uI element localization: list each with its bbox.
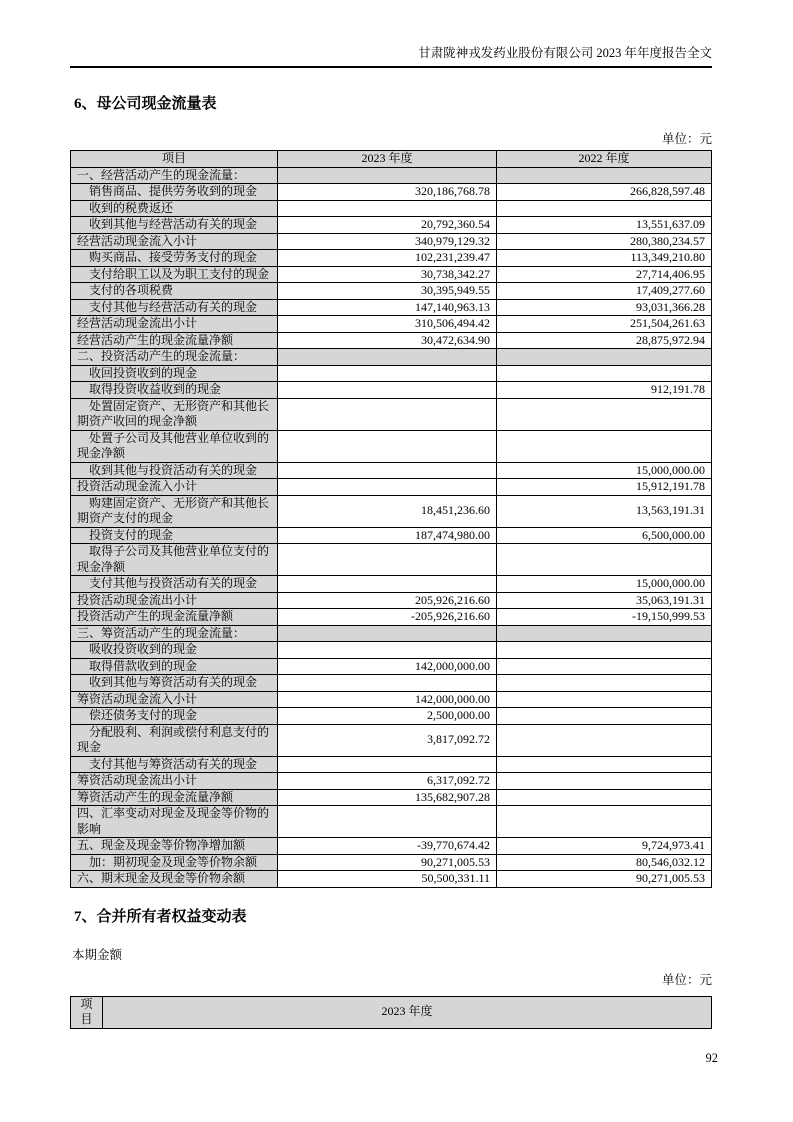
section-7-title: 7、合并所有者权益变动表	[74, 908, 247, 925]
column-header-item: 项目	[71, 151, 278, 168]
row-label: 偿还债务支付的现金	[71, 708, 278, 725]
cell-2022: 6,500,000.00	[497, 527, 712, 544]
cell-2022: 15,000,000.00	[497, 576, 712, 593]
table-row	[71, 495, 712, 527]
cell-2023: 30,472,634.90	[278, 332, 497, 349]
cell-2022	[497, 642, 712, 659]
table-row	[71, 625, 712, 642]
table-row	[71, 806, 712, 838]
cell-2022	[497, 430, 712, 462]
cell-2022	[497, 724, 712, 756]
row-label: 筹资活动现金流出小计	[71, 773, 278, 790]
cell-2022	[497, 544, 712, 576]
cell-2022	[497, 398, 712, 430]
cell-2022	[497, 625, 712, 642]
row-label: 收到其他与经营活动有关的现金	[71, 217, 278, 234]
cell-2022: 13,551,637.09	[497, 217, 712, 234]
row-label: 收回投资收到的现金	[71, 365, 278, 382]
cell-2023	[278, 544, 497, 576]
cell-2023: -39,770,674.42	[278, 838, 497, 855]
column-header-2023: 2023 年度	[103, 996, 712, 1028]
table-row	[71, 382, 712, 399]
table-header-row	[71, 151, 712, 168]
cell-2023	[278, 576, 497, 593]
table-row	[71, 724, 712, 756]
cell-2022: 912,191.78	[497, 382, 712, 399]
unit-label-2: 单位：元	[661, 972, 712, 987]
cell-2023: 142,000,000.00	[278, 691, 497, 708]
row-label: 投资支付的现金	[71, 527, 278, 544]
table-row	[71, 708, 712, 725]
cell-2023: 2,500,000.00	[278, 708, 497, 725]
cell-2022: 266,828,597.48	[497, 184, 712, 201]
cell-2023	[278, 200, 497, 217]
row-label: 经营活动产生的现金流量净额	[71, 332, 278, 349]
cell-2023	[278, 675, 497, 692]
cell-2022	[497, 658, 712, 675]
table-row	[71, 184, 712, 201]
cell-2023: 90,271,005.53	[278, 854, 497, 871]
cell-2022	[497, 349, 712, 366]
table-row	[71, 527, 712, 544]
cell-2022: 80,546,032.12	[497, 854, 712, 871]
cell-2022: 28,875,972.94	[497, 332, 712, 349]
table-row	[71, 233, 712, 250]
table-row	[71, 167, 712, 184]
row-label: 取得子公司及其他营业单位支付的现金净额	[71, 544, 278, 576]
cell-2023: 142,000,000.00	[278, 658, 497, 675]
row-label: 支付给职工以及为职工支付的现金	[71, 266, 278, 283]
cell-2022: 9,724,973.41	[497, 838, 712, 855]
table-row	[71, 398, 712, 430]
cell-2022	[497, 708, 712, 725]
cell-2023: -205,926,216.60	[278, 609, 497, 626]
row-label: 支付其他与经营活动有关的现金	[71, 299, 278, 316]
cell-2023: 310,506,494.42	[278, 316, 497, 333]
table-row	[71, 200, 712, 217]
cell-2023	[278, 806, 497, 838]
row-label: 取得投资收益收到的现金	[71, 382, 278, 399]
cell-2022	[497, 806, 712, 838]
row-label: 投资活动现金流出小计	[71, 592, 278, 609]
row-label: 经营活动现金流出小计	[71, 316, 278, 333]
cell-2023: 147,140,963.13	[278, 299, 497, 316]
cell-2022: 90,271,005.53	[497, 871, 712, 888]
cell-2023: 187,474,980.00	[278, 527, 497, 544]
row-label: 四、汇率变动对现金及现金等价物的影响	[71, 806, 278, 838]
equity-change-table	[70, 996, 712, 1029]
table-row	[71, 462, 712, 479]
cell-2023: 18,451,236.60	[278, 495, 497, 527]
cash-flow-table-body	[71, 167, 712, 887]
row-label: 吸收投资收到的现金	[71, 642, 278, 659]
cell-2023	[278, 642, 497, 659]
table-row	[71, 675, 712, 692]
table-row	[71, 871, 712, 888]
cell-2022: 27,714,406.95	[497, 266, 712, 283]
row-label: 三、筹资活动产生的现金流量：	[71, 625, 278, 642]
row-label: 投资活动现金流入小计	[71, 479, 278, 496]
table-row	[71, 658, 712, 675]
cell-2022: 15,000,000.00	[497, 462, 712, 479]
table-row	[71, 217, 712, 234]
table-row	[71, 250, 712, 267]
row-label: 分配股利、利润或偿付利息支付的现金	[71, 724, 278, 756]
table-row	[71, 430, 712, 462]
row-label: 二、投资活动产生的现金流量：	[71, 349, 278, 366]
page-number: 92	[705, 1051, 718, 1065]
cell-2023	[278, 382, 497, 399]
table-row	[71, 283, 712, 300]
row-label: 取得借款收到的现金	[71, 658, 278, 675]
cell-2023	[278, 167, 497, 184]
cell-2023	[278, 756, 497, 773]
table-row	[71, 299, 712, 316]
table-row	[71, 838, 712, 855]
unit-label-1: 单位：元	[661, 132, 712, 146]
cell-2023	[278, 462, 497, 479]
row-label: 收到其他与投资活动有关的现金	[71, 462, 278, 479]
cell-2022	[497, 789, 712, 806]
table-row	[71, 592, 712, 609]
cell-2023	[278, 479, 497, 496]
row-label: 处置固定资产、无形资产和其他长期资产收回的现金净额	[71, 398, 278, 430]
cell-2022: 17,409,277.60	[497, 283, 712, 300]
cell-2023: 30,738,342.27	[278, 266, 497, 283]
table-row	[71, 576, 712, 593]
table-row	[71, 365, 712, 382]
cell-2022: 93,031,366.28	[497, 299, 712, 316]
cell-2022: 15,912,191.78	[497, 479, 712, 496]
table-row	[71, 544, 712, 576]
row-label: 支付其他与投资活动有关的现金	[71, 576, 278, 593]
cell-2022: 251,504,261.63	[497, 316, 712, 333]
row-label: 一、经营活动产生的现金流量：	[71, 167, 278, 184]
cell-2023: 135,682,907.28	[278, 789, 497, 806]
cell-2022	[497, 691, 712, 708]
cell-2022	[497, 167, 712, 184]
row-label: 收到其他与筹资活动有关的现金	[71, 675, 278, 692]
cell-2022: 280,380,234.57	[497, 233, 712, 250]
row-label: 购建固定资产、无形资产和其他长期资产支付的现金	[71, 495, 278, 527]
cell-2022	[497, 756, 712, 773]
cell-2022: 113,349,210.80	[497, 250, 712, 267]
row-label: 销售商品、提供劳务收到的现金	[71, 184, 278, 201]
column-header-2022: 2022 年度	[497, 151, 712, 168]
cell-2022: -19,150,999.53	[497, 609, 712, 626]
row-label: 筹资活动现金流入小计	[71, 691, 278, 708]
cell-2023: 30,395,949.55	[278, 283, 497, 300]
row-label: 收到的税费返还	[71, 200, 278, 217]
row-label: 支付的各项税费	[71, 283, 278, 300]
table-header-row	[71, 996, 712, 1028]
cell-2023: 3,817,092.72	[278, 724, 497, 756]
page-header	[70, 46, 712, 68]
parent-company-cash-flow-table	[70, 150, 712, 888]
table-row	[71, 332, 712, 349]
table-row	[71, 756, 712, 773]
cell-2023: 50,500,331.11	[278, 871, 497, 888]
cell-2023: 20,792,360.54	[278, 217, 497, 234]
row-label: 六、期末现金及现金等价物余额	[71, 871, 278, 888]
cell-2023: 6,317,092.72	[278, 773, 497, 790]
cell-2023: 102,231,239.47	[278, 250, 497, 267]
row-label: 五、现金及现金等价物净增加额	[71, 838, 278, 855]
report-title-text: 甘肃陇神戎发药业股份有限公司 2023 年年度报告全文	[418, 46, 712, 60]
column-header-2023: 2023 年度	[278, 151, 497, 168]
row-label: 加：期初现金及现金等价物余额	[71, 854, 278, 871]
row-label: 支付其他与筹资活动有关的现金	[71, 756, 278, 773]
table-row	[71, 691, 712, 708]
cell-2023: 340,979,129.32	[278, 233, 497, 250]
cell-2023	[278, 365, 497, 382]
cell-2023	[278, 398, 497, 430]
section-6-title: 6、母公司现金流量表	[74, 96, 217, 112]
cell-2023	[278, 625, 497, 642]
row-label: 筹资活动产生的现金流量净额	[71, 789, 278, 806]
table-row	[71, 609, 712, 626]
cell-2022	[497, 675, 712, 692]
cell-2023	[278, 430, 497, 462]
row-label: 购买商品、接受劳务支付的现金	[71, 250, 278, 267]
cell-2022	[497, 200, 712, 217]
table-row	[71, 773, 712, 790]
table-row	[71, 316, 712, 333]
cell-2023	[278, 349, 497, 366]
cell-2022: 13,563,191.31	[497, 495, 712, 527]
current-period-label: 本期金额	[72, 947, 123, 962]
table-row	[71, 854, 712, 871]
cell-2022: 35,063,191.31	[497, 592, 712, 609]
table-row	[71, 349, 712, 366]
table-row	[71, 642, 712, 659]
row-label: 处置子公司及其他营业单位收到的现金净额	[71, 430, 278, 462]
row-label: 经营活动现金流入小计	[71, 233, 278, 250]
row-label: 投资活动产生的现金流量净额	[71, 609, 278, 626]
table-row	[71, 789, 712, 806]
cell-2022	[497, 365, 712, 382]
column-header-item: 项目	[71, 996, 103, 1028]
cell-2022	[497, 773, 712, 790]
table-row	[71, 479, 712, 496]
cell-2023: 320,186,768.78	[278, 184, 497, 201]
table-row	[71, 266, 712, 283]
cell-2023: 205,926,216.60	[278, 592, 497, 609]
